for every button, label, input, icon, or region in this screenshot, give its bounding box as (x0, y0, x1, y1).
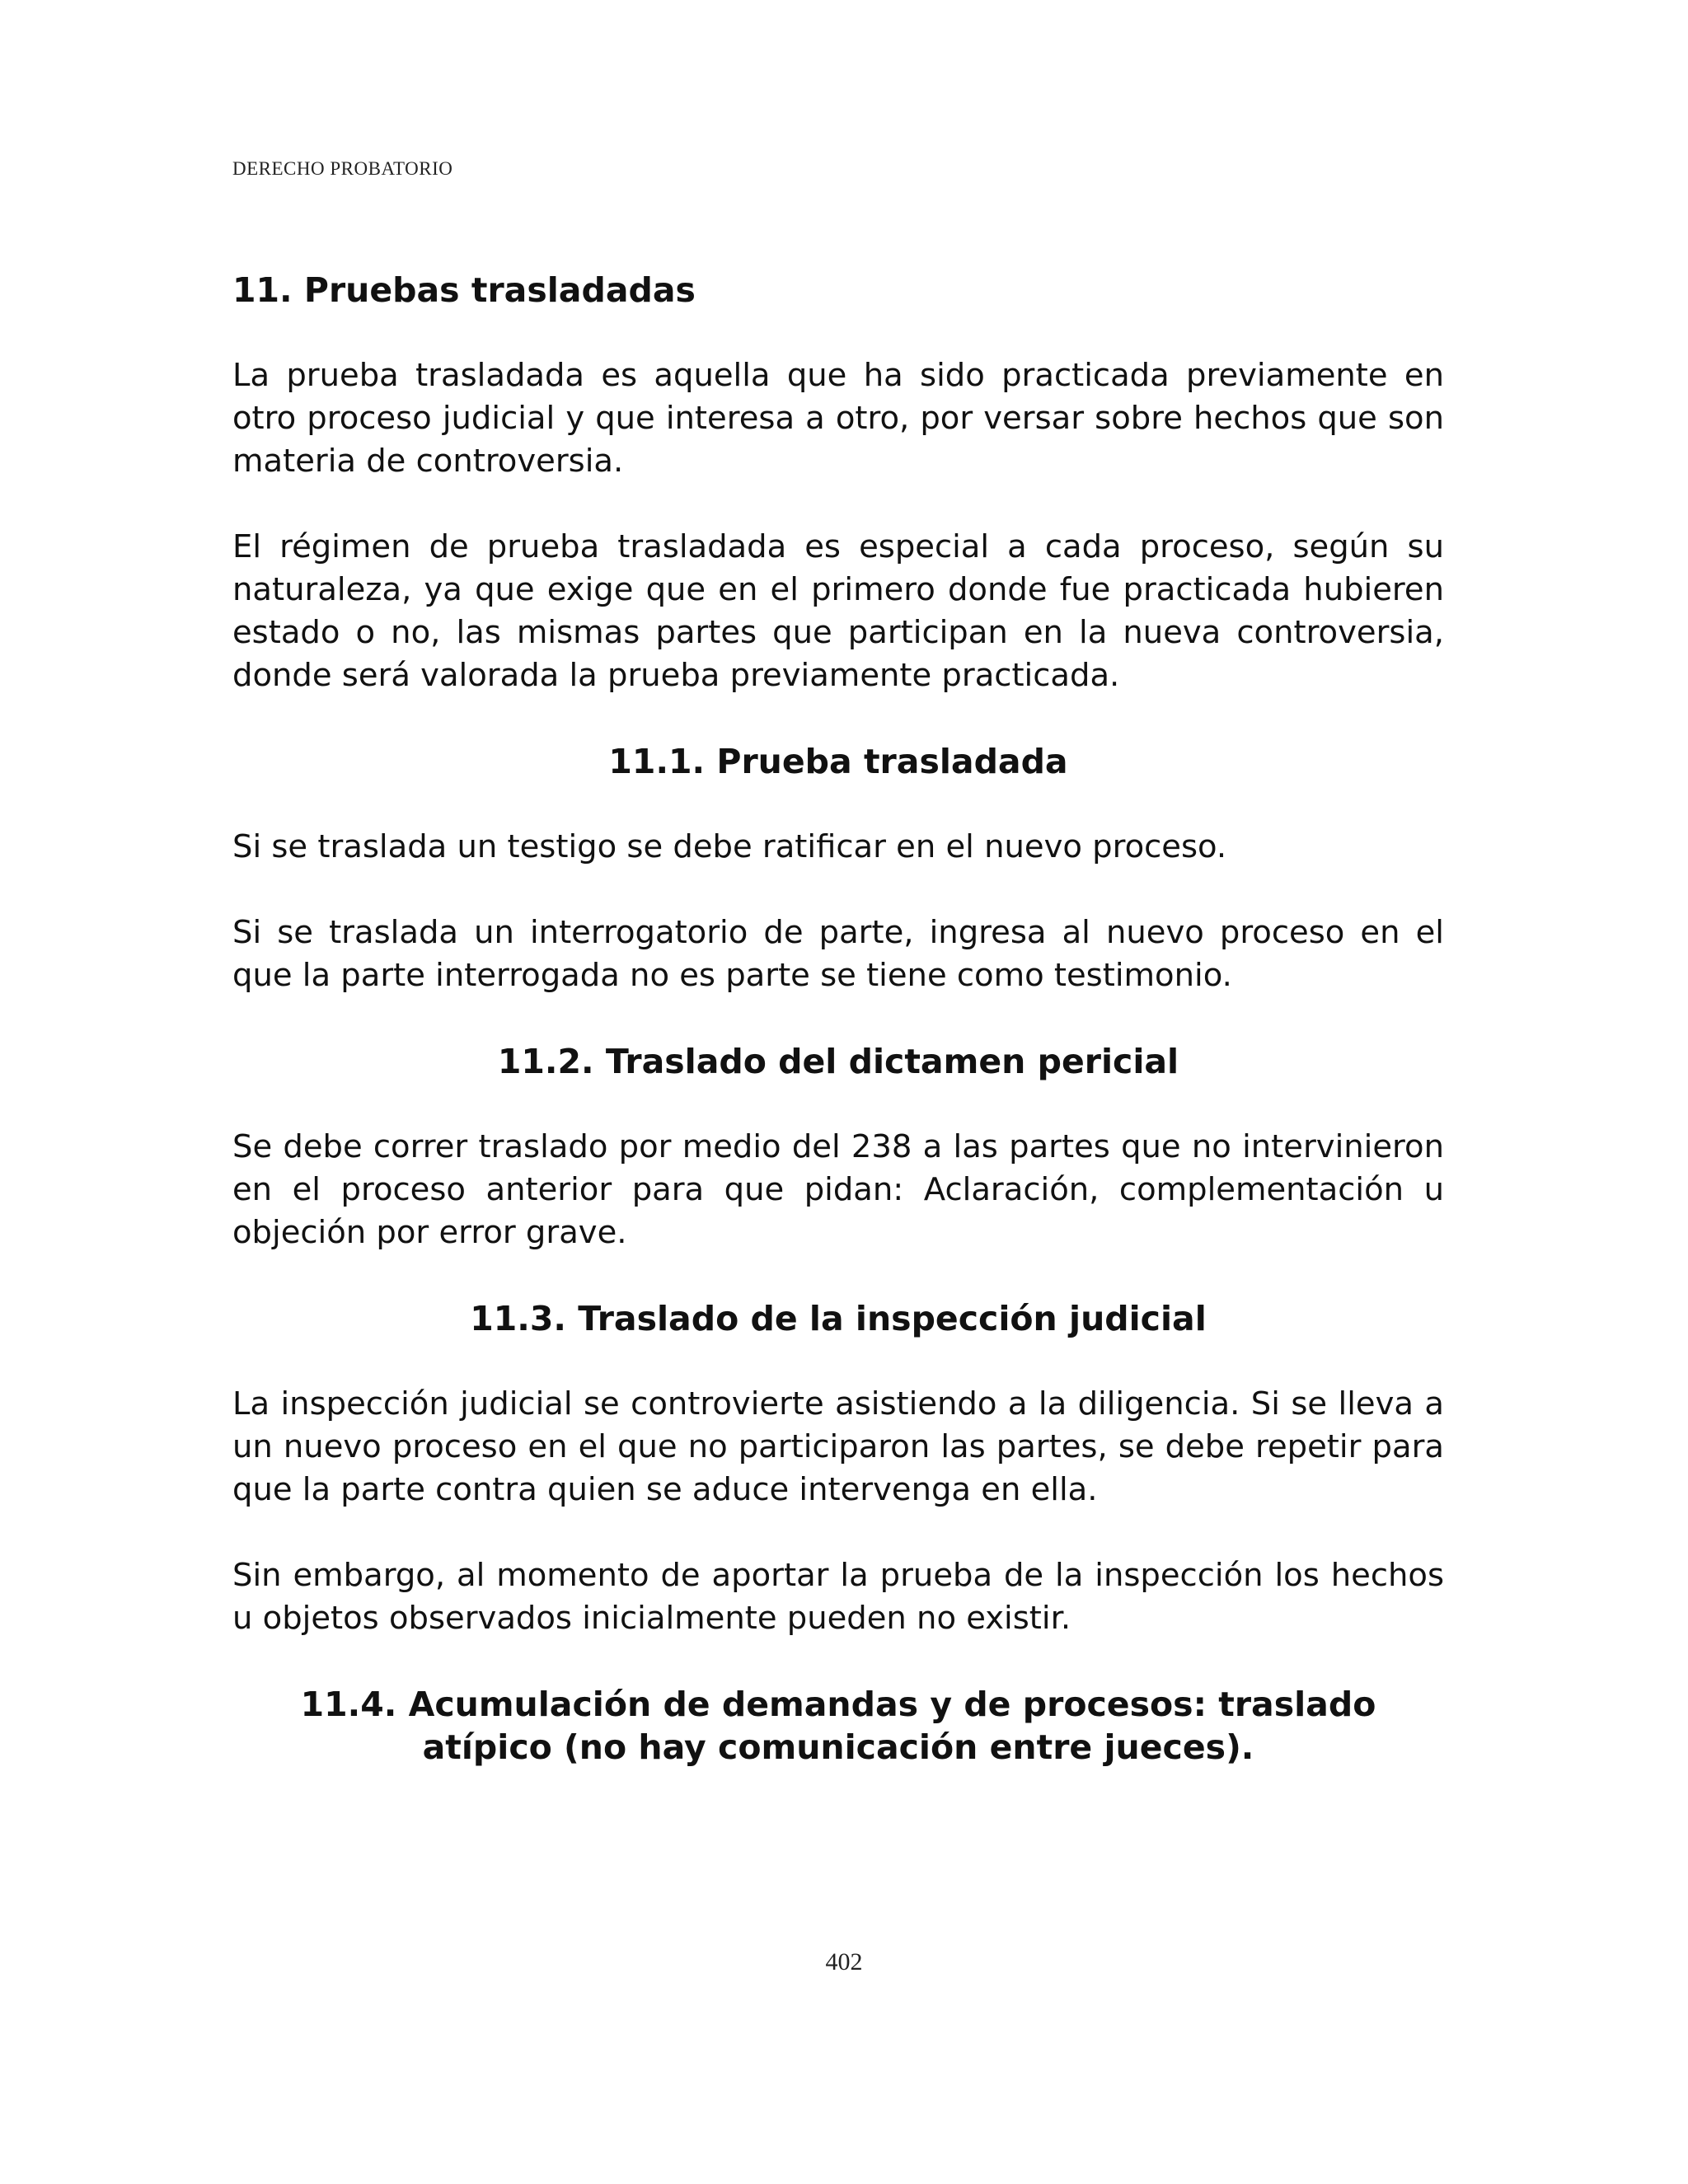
subsection-title: 11.1. Prueba trasladada (608, 742, 1068, 781)
subsection-title: 11.4. Acumulación de demandas y de procesos: traslado atípico (no hay comunicación entre jueces). (300, 1685, 1376, 1767)
section-title: 11. Pruebas trasladadas (232, 270, 696, 310)
page-number: 402 (825, 1948, 863, 1975)
subsection-title: 11.2. Traslado del dictamen pericial (497, 1042, 1179, 1081)
paragraph: La inspección judicial se controvierte asistiendo a la diligencia. Si se lleva a un nuevo proceso en el que no participaron las partes, se debe repetir para que la parte contra quien se aduce intervenga en ella. (232, 1385, 1444, 1508)
running-header: DERECHO PROBATORIO (232, 158, 453, 179)
paragraph: Se debe correr traslado por medio del 238 a las partes que no intervinieron en el proceso anterior para que pidan: Aclaración, complementación u objeción por error grave. (232, 1128, 1444, 1251)
paragraph: El régimen de prueba trasladada es especial a cada proceso, según su naturaleza, ya que exige que en el primero donde fue practicada hubieren estado o no, las mismas partes que participan en la nueva controversia, donde será valorada la prueba previamente practicada. (232, 528, 1444, 694)
page-content (232, 269, 1444, 1811)
paragraph: Si se traslada un testigo se debe ratificar en el nuevo proceso. (232, 828, 1227, 865)
paragraph: La prueba trasladada es aquella que ha sido practicada previamente en otro proceso judicial y que interesa a otro, por versar sobre hechos que son materia de controversia. (232, 357, 1444, 480)
subsection-title: 11.3. Traslado de la inspección judicial (470, 1299, 1207, 1338)
paragraph: Sin embargo, al momento de aportar la prueba de la inspección los hechos u objetos observados inicialmente pueden no existir. (232, 1557, 1444, 1637)
paragraph: Si se traslada un interrogatorio de parte, ingresa al nuevo proceso en el que la parte interrogada no es parte se tiene como testimonio. (232, 914, 1444, 994)
